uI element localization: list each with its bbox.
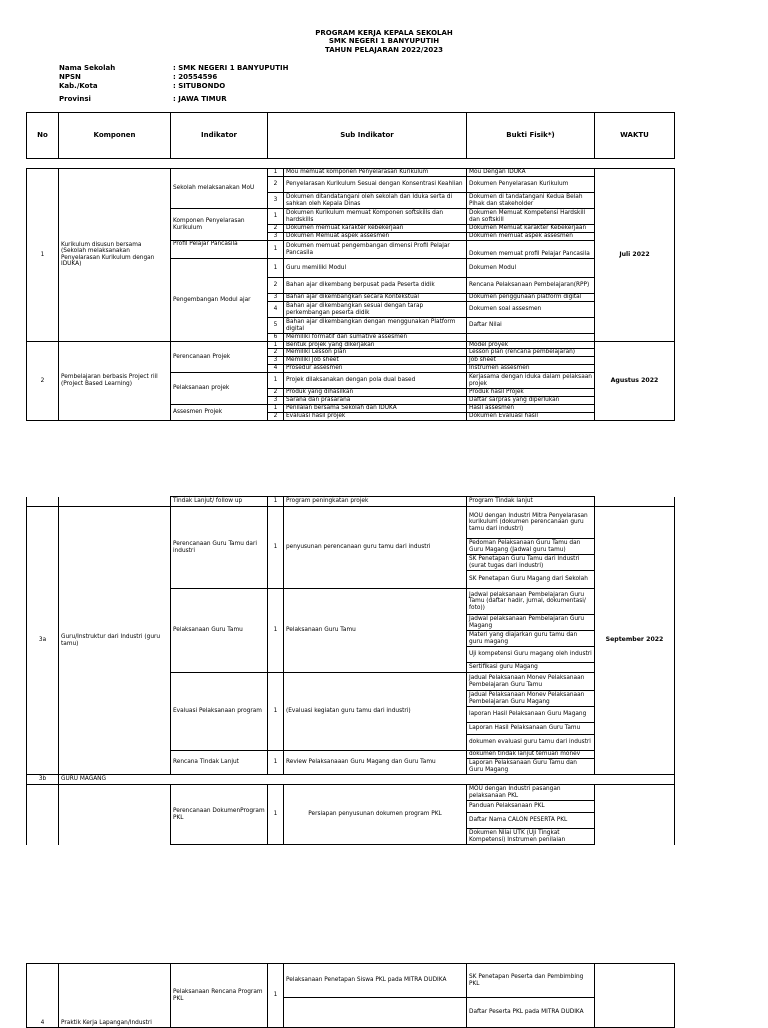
sub-number: 5 <box>268 318 284 334</box>
bukti-fisik: Daftar sarpras yang diperlukan <box>467 397 595 405</box>
sec2-no: 2 <box>27 341 59 421</box>
sub-indikator: Dokumen Memuat aspek assesmen <box>284 233 467 241</box>
sub-indikator: Penyelarasan Kurikulum Sesuai dengan Konsentrasi Keahlian <box>284 177 467 193</box>
bukti-fisik: Dokumen Evaluasi hasil <box>467 413 595 421</box>
sec1-waktu: Juli 2022 <box>595 169 675 342</box>
bukti-fisik: MOU dengan Industri pasangan pelaksanaan PKL <box>467 785 595 801</box>
col-header-bukti-fisik: Bukti Fisik*) <box>467 113 595 159</box>
sec3-waktu: September 2022 <box>595 507 675 775</box>
bukti-fisik: Model proyek <box>467 341 595 349</box>
bukti-fisik: Daftar Nama CALON PESERTA PKL <box>467 813 595 829</box>
bukti-fisik: Jadwal pelaksanaan Pembelajaran Guru Magang <box>467 615 595 631</box>
sub-indikator: Memiliki formatif dan sumative assesmen <box>284 334 467 342</box>
bukti-fisik: Pedoman Pelaksanaan Guru Tamu dan Guru Magang (Jadwal guru tamu) <box>467 539 595 555</box>
sub-indikator: Dokumen memuat pengembangan dimensi Profil Pelajar Pancasila <box>284 241 467 259</box>
sub-indikator: Dokumen memuat karakter kebekerjaan <box>284 225 467 233</box>
sec3a-komponen: Guru/Instruktur dari Industri (guru tamu) <box>59 507 171 775</box>
sub-number: 1 <box>268 751 284 775</box>
prov-value: : JAWA TIMUR <box>173 95 227 104</box>
sub-indikator: Bahan ajar dikembang berpusat pada Peserta didik <box>284 278 467 294</box>
sub-number: 1 <box>268 673 284 751</box>
sub-number: 1 <box>268 209 284 225</box>
sub-number: 3 <box>268 193 284 209</box>
bukti-fisik: Kerjasama dengan iduka dalam pelaksaan projek <box>467 373 595 389</box>
title-line-2: SMK NEGERI 1 BANYUPUTIH <box>328 37 440 46</box>
bukti-fisik: Dokumen Nilai UTK (Uji Tingkat Kompetensi) Instrumen penilaian <box>467 829 595 845</box>
bukti-fisik: Laporan Hasil Pelaksanaan Guru Tamu <box>467 723 595 735</box>
sub-number: 6 <box>268 334 284 342</box>
sec3b-komponen-blank <box>59 785 171 845</box>
bukti-fisik: dokumen evaluasi guru tamu dari industri <box>467 735 595 751</box>
sub-indikator: Bentuk projek yang dikerjakan <box>284 341 467 349</box>
sub-indikator: Pelaksanaan Penetapan Siswa PKL pada MITRA DUDIKA <box>284 964 467 998</box>
sub-indikator-blank <box>284 998 467 1028</box>
bukti-fisik: SK Penetapan Guru Tamu dari Industri (surat tugas dari industri) <box>467 555 595 571</box>
col-header-indikator: Indikator <box>171 113 268 159</box>
sub-number: 3 <box>268 233 284 241</box>
document-title <box>0 29 768 54</box>
bukti-fisik: dokumen tindak lanjut temuan monev <box>467 751 595 759</box>
sub-indikator: Bahan ajar dikembangkan dengan menggunakan Platform digital <box>284 318 467 334</box>
bukti-fisik: Panduan Pelaksanaan PKL <box>467 801 595 813</box>
sub-number: 1 <box>268 785 284 845</box>
sec3b-komponen: GURU MAGANG <box>59 775 675 785</box>
bukti-fisik: Dokumen Memuat Kompetensi Hardskill dan softskill <box>467 209 595 225</box>
prov-label: Provinsi <box>59 95 91 104</box>
bukti-fisik: Jadual Pelaksanaan Monev Pelaksanaan Pembelajaran Guru Tamu <box>467 673 595 691</box>
tindak-lanjut-indikator: Tindak Lanjut/ follow up <box>171 497 268 507</box>
title-line-3: TAHUN PELAJARAN 2022/2023 <box>325 45 443 54</box>
sec3-indikator-5: Perencanaan DokumenProgram PKL <box>171 785 268 845</box>
sub-number: 2 <box>268 177 284 193</box>
bukti-fisik: Dokumen Memuat karakter Kebekerjaan <box>467 225 595 233</box>
sub-number: 4 <box>268 365 284 373</box>
sec3-indikator-3: Evaluasi Pelaksanaan program <box>171 673 268 751</box>
spacer-cell <box>27 159 675 169</box>
sub-indikator: Evaluasi hasil projek <box>284 413 467 421</box>
table-row <box>27 775 675 785</box>
sec4-komponen: Praktik Kerja Lapangan/Industri <box>59 964 171 1028</box>
bukti-fisik: Uji kompetensi Guru magang oleh industri <box>467 647 595 663</box>
sec1-komponen: Kurikulum disusun bersama (Sekolah melaksanakan Penyelarasan Kurikulum dengan IDUKA) <box>59 169 171 342</box>
bukti-fisik: Laporan Pelaksanaan Guru Tamu dan Guru Magang <box>467 759 595 775</box>
table-row <box>27 964 675 998</box>
kab-value: : SITUBONDO <box>173 81 226 90</box>
table-row <box>27 169 675 177</box>
sub-number: 1 <box>268 405 284 413</box>
sub-indikator: (Evaluasi kegiatan guru tamu dari industri) <box>284 673 467 751</box>
sec2-waktu: Agustus 2022 <box>595 341 675 421</box>
bukti-fisik: Job sheet <box>467 357 595 365</box>
bukti-fisik: Mou Dengan IDUKA <box>467 169 595 177</box>
sec3b-no-blank <box>27 785 59 845</box>
table-header-row <box>27 113 675 159</box>
kab-label: Kab./Kota <box>59 81 98 90</box>
col-header-no: No <box>27 113 59 159</box>
sub-number: 2 <box>268 413 284 421</box>
sec2-indikator-b: Pelaksanaan projek <box>171 373 268 405</box>
sec3b-waktu-blank <box>595 785 675 845</box>
npsn-label: NPSN <box>59 72 81 81</box>
table-row <box>27 341 675 349</box>
sec3a-no: 3a <box>27 507 59 775</box>
sec3-indikator-4: Rencana Tindak Lanjut <box>171 751 268 775</box>
bukti-fisik: Produk hasil Projek <box>467 389 595 397</box>
program-table-part-2 <box>26 496 675 845</box>
sub-number: 1 <box>268 169 284 177</box>
sub-indikator: Program peningkatan projek <box>284 497 467 507</box>
sec2-komponen: Pembelajaran berbasis Project riil (Project Based Learning) <box>59 341 171 421</box>
bukti-fisik: Dokumen memuat aspek assesmen <box>467 233 595 241</box>
sub-indikator: Memiliki Lesson plan <box>284 349 467 357</box>
bukti-fisik: Dokumen soal assesmen <box>467 302 595 318</box>
bukti-fisik: SK Penetapan Peserta dan Pembimbing PKL <box>467 964 595 998</box>
sub-indikator: Bahan ajar dikembangkan sesuai dengan tarap perkembangan peserta didik <box>284 302 467 318</box>
sub-indikator: Guru memiliki Modul <box>284 259 467 278</box>
bukti-fisik: laporan Hasil Pelaksanaan Guru Magang <box>467 707 595 723</box>
nama-value: : SMK NEGERI 1 BANYUPUTIH <box>173 64 289 72</box>
sub-indikator: Bahan ajar dikembangkan secara Kontekstual <box>284 294 467 302</box>
bukti-fisik: Dokumen Penyelarasan Kurikulum <box>467 177 595 193</box>
sub-indikator: Prosedur assesmen <box>284 365 467 373</box>
sec4-indikator: Pelaksanaan Rencana Program PKL <box>171 964 268 1028</box>
bukti-fisik <box>467 334 595 342</box>
bukti-fisik: Daftar Nilai <box>467 318 595 334</box>
sub-number: 2 <box>268 225 284 233</box>
sub-indikator: Produk yang dihasilkan <box>284 389 467 397</box>
sub-indikator: Sarana dan prasarana <box>284 397 467 405</box>
sub-number: 1 <box>268 507 284 589</box>
continued-komponen-cell <box>59 497 171 507</box>
sec4-waktu <box>595 964 675 1028</box>
sec3b-no: 3b <box>27 775 59 785</box>
continued-waktu-cell <box>595 497 675 507</box>
bukti-fisik: Program Tindak lanjut <box>467 497 595 507</box>
sub-number: 1 <box>268 241 284 259</box>
sub-number: 1 <box>268 964 284 1028</box>
sub-number: 1 <box>268 373 284 389</box>
sec1-indikator-d: Pengembangan Modul ajar <box>171 259 268 342</box>
sec1-indikator-a: Sekolah melaksanakan MoU <box>171 169 268 209</box>
bukti-fisik: Jadwal pelaksanaan Pembelajaran Guru Tamu (daftar hadir, jurnal, dokumentasi/ foto)) <box>467 589 595 615</box>
sub-indikator: Projek dilaksanakan dengan pola dual based <box>284 373 467 389</box>
table-row <box>27 497 675 507</box>
sub-number: 3 <box>268 294 284 302</box>
sec1-indikator-b: Komponen Penyelarasan Kurikulum <box>171 209 268 241</box>
sec1-indikator-c: Profil Pelajar Pancasila <box>171 241 268 259</box>
bukti-fisik: Daftar Peserta PKL pada MITRA DUDIKA <box>467 998 595 1028</box>
table-row <box>27 785 675 801</box>
sub-number: 4 <box>268 302 284 318</box>
sec4-no: 4 <box>27 964 59 1028</box>
bukti-fisik: Jadual Pelaksanaan Monev Pelaksanaan Pembelajaran Guru Magang <box>467 691 595 707</box>
sub-indikator: penyusunan perencanaan guru tamu dari industri <box>284 507 467 589</box>
bukti-fisik: Instrumen assesmen <box>467 365 595 373</box>
sub-indikator: Persiapan penyusunan dokumen program PKL <box>284 785 467 845</box>
sub-indikator: Review Pelaksanaaan Guru Magang dan Guru Tamu <box>284 751 467 775</box>
bukti-fisik: Sertifikasi guru Magang <box>467 663 595 673</box>
bukti-fisik: Lesson plan (rencana pembelajaran) <box>467 349 595 357</box>
sub-number: 2 <box>268 349 284 357</box>
bukti-fisik: Dokumen penggunaan platform digital <box>467 294 595 302</box>
sub-number: 3 <box>268 397 284 405</box>
col-header-komponen: Komponen <box>59 113 171 159</box>
bukti-fisik: Rencana Pelaksanaan Pembelajaran(RPP) <box>467 278 595 294</box>
bukti-fisik: Hasil assesmen <box>467 405 595 413</box>
col-header-waktu: WAKTU <box>595 113 675 159</box>
sub-number: 2 <box>268 278 284 294</box>
sub-indikator: Dokumen Kurikulum memuat Komponen softskills dan hardskills <box>284 209 467 225</box>
bukti-fisik: Materi yang diajarkan guru tamu dan guru magang <box>467 631 595 647</box>
sub-indikator: Mou memuat komponen Penyelarasan Kurikulum <box>284 169 467 177</box>
sub-number: 1 <box>268 341 284 349</box>
table-row <box>27 507 675 539</box>
sec1-no: 1 <box>27 169 59 342</box>
bukti-fisik: Dokumen memuat profil Pelajar Pancasila <box>467 241 595 259</box>
bukti-fisik: SK Penetapan Guru Magang dari Sekolah <box>467 571 595 589</box>
col-header-sub-indikator: Sub Indikator <box>268 113 467 159</box>
sub-number: 1 <box>268 259 284 278</box>
spacer-row <box>27 159 675 169</box>
bukti-fisik: Dokumen Modul <box>467 259 595 278</box>
program-table-part-1 <box>26 112 675 421</box>
sec3-indikator-2: Pelaksanaan Guru Tamu <box>171 589 268 673</box>
sub-number: 3 <box>268 357 284 365</box>
program-table-part-3 <box>26 963 675 1028</box>
sec3-indikator-1: Perencanaan Guru Tamu dari industri <box>171 507 268 589</box>
sub-number: 2 <box>268 389 284 397</box>
sec2-indikator-a: Perencanaan Projek <box>171 341 268 373</box>
sub-indikator: Pelaksanaan Guru Tamu <box>284 589 467 673</box>
title-line-1: PROGRAM KERJA KEPALA SEKOLAH <box>315 29 453 37</box>
sub-indikator: Penilaian bersama Sekolah dan IDUKA <box>284 405 467 413</box>
sec2-indikator-c: Assesmen Projek <box>171 405 268 421</box>
nama-label: Nama Sekolah <box>59 64 116 72</box>
sub-indikator: Dokumen ditandatangani oleh sekolah dan Iduka serta di sahkan oleh Kepala Dinas <box>284 193 467 209</box>
npsn-value: : 20554596 <box>173 72 218 81</box>
bukti-fisik: Dokumen di tandatangani Kedua Belah Pihak dan stakeholder <box>467 193 595 209</box>
sub-number: 1 <box>268 497 284 507</box>
school-info <box>59 64 288 104</box>
sub-number: 1 <box>268 589 284 673</box>
bukti-fisik: MOU dengan Industri Mitra Penyelarasan kurikulum (dokumen perencanaan guru tamu dari industri) <box>467 507 595 539</box>
continued-no-cell <box>27 497 59 507</box>
sub-indikator: Memiliki Job sheet <box>284 357 467 365</box>
